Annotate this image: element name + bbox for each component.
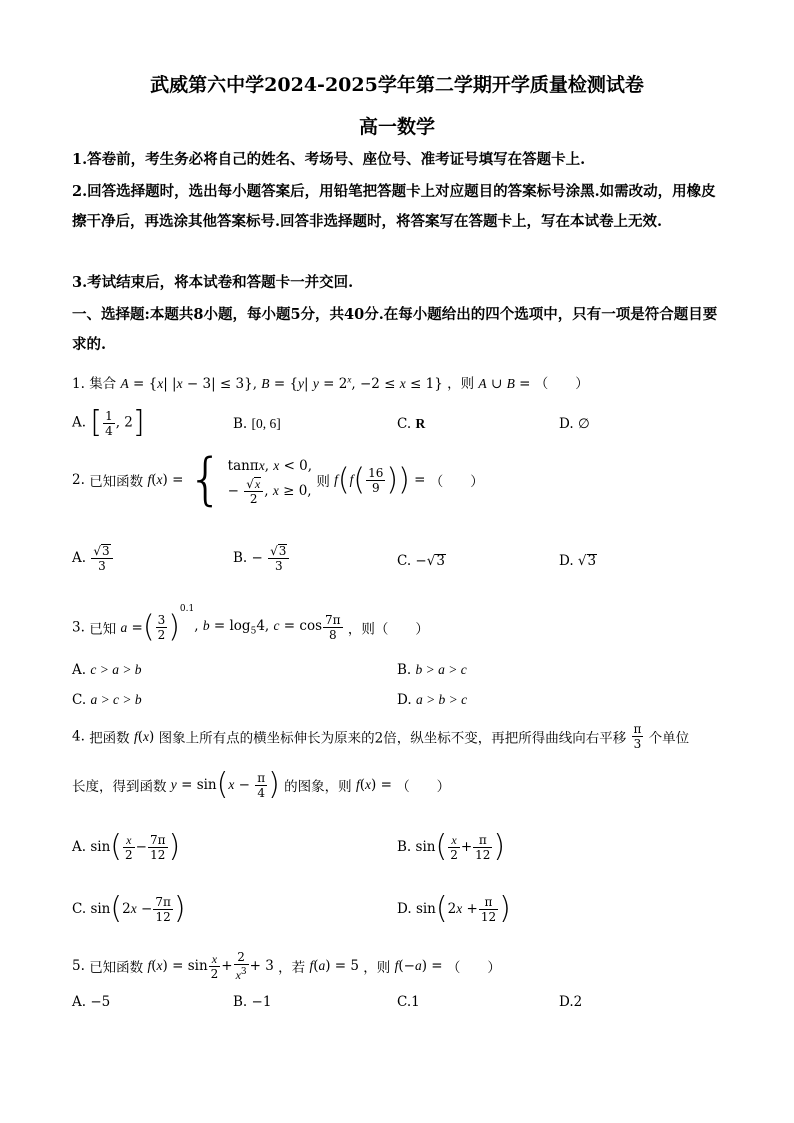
q3-option-b xyxy=(397,662,467,678)
question-text: 个单位 xyxy=(648,730,690,747)
question-4-line-1: 4. 把函数 f(x) 图象上所有点的横坐标伸长为原来的2倍，纵坐标不变，再把所得曲线向右平移 $\frac{\pi}{3}$ 个单位 xyxy=(72,722,690,751)
q3-option-c xyxy=(72,692,142,708)
q2-option-a: A. $\frac{√3}{3}$ xyxy=(72,544,114,573)
option-label: C. xyxy=(397,994,412,1010)
instruction-3: 3.考试结束后，将本试卷和答题卡一并交回. xyxy=(72,274,354,291)
question-text: 的图象，则 xyxy=(284,779,352,795)
q4-option-a: A. sin( $\frac{x}{2}$ − $\frac{7\pi}{12}$ ) xyxy=(72,829,181,864)
q1-option-b xyxy=(233,416,281,432)
question-4-line-2: 长度，得到函数 y = sin(x − $\frac{\pi}{4}$ ) 的图象，则 f(x) = （ ） xyxy=(72,767,451,802)
option-value: a > b > c xyxy=(415,692,468,707)
option-label: C. xyxy=(397,416,412,432)
answer-blank: （ ） xyxy=(446,960,501,976)
option-label: B. xyxy=(397,662,412,678)
instruction-1: 1.答卷前，考生务必将自己的姓名、考场号、座位号、准考证号填写在答题卡上. xyxy=(72,151,586,168)
option-label: A. xyxy=(72,839,87,855)
q1-option-c xyxy=(397,416,425,432)
section-heading: 一、选择题:本题共8小题，每小题5分，共40分.在每小题给出的四个选项中，只有一项是符合题目要求的. xyxy=(72,306,718,353)
answer-blank: （ ） xyxy=(429,474,484,490)
question-3: 3. 已知 a =( $\frac{3}{2}$ )$^{0.1}$, $b = \log_54$, c = cos $\frac{7\pi}{8}$ ，则（ ） xyxy=(72,604,429,645)
option-value: b > a > c xyxy=(415,662,467,677)
answer-blank: （ ） xyxy=(396,779,451,795)
option-value: c > a > b xyxy=(90,662,142,677)
question-text: 长度，得到函数 xyxy=(72,779,167,795)
page-title: 武威第六中学2024-2025学年第二学期开学质量检测试卷 xyxy=(150,74,644,96)
answer-blank: （ ） xyxy=(534,376,589,392)
option-label: B. xyxy=(233,550,248,566)
question-number: 2. xyxy=(72,472,85,488)
question-text: 集合 xyxy=(89,376,117,392)
q4-option-d: D. sin(2x + $\frac{\pi}{12}$ ) xyxy=(397,891,511,926)
q5-option-b xyxy=(233,994,271,1010)
q4-option-c: C. sin(2x − $\frac{7\pi}{12}$ ) xyxy=(72,891,186,926)
option-label: A. xyxy=(72,414,87,431)
option-value: −1 xyxy=(251,994,272,1010)
page-subtitle: 高一数学 xyxy=(358,116,435,138)
q3-option-d xyxy=(397,692,467,708)
question-text: ，则 xyxy=(363,960,391,976)
question-number: 4. xyxy=(72,728,85,745)
question-number: 1. xyxy=(72,376,85,392)
q1-option-a: A. [ $\frac{1}{4}$ , 2] xyxy=(72,405,145,440)
question-text: ，则（ ） xyxy=(347,621,429,638)
q2-option-d: D. √3 xyxy=(559,553,597,569)
question-text: ，则 xyxy=(447,376,475,392)
option-label: A. xyxy=(72,662,87,678)
option-label: D. xyxy=(397,901,412,917)
question-text: 把函数 xyxy=(89,730,130,747)
option-label: A. xyxy=(72,994,87,1010)
instruction-2: 2.回答选择题时，选出每小题答案后，用铅笔把答题卡上对应题目的答案标号涂黑.如需改动，用橡皮擦干净后，再选涂其他答案标号.回答非选择题时，将答案写在答题卡上，写在本试卷上无效. xyxy=(72,183,716,230)
question-number: 3. xyxy=(72,619,85,636)
option-value: R xyxy=(415,416,426,431)
option-label: D. xyxy=(559,416,574,432)
q5-option-d xyxy=(559,994,582,1010)
question-text: 已知函数 xyxy=(89,960,144,976)
q4-option-b: B. sin( $\frac{x}{2}$ + $\frac{\pi}{12}$ ) xyxy=(397,829,506,864)
option-label: B. xyxy=(233,994,248,1010)
option-value: a > c > b xyxy=(90,692,142,707)
option-label: D. xyxy=(397,692,412,708)
option-value: −5 xyxy=(90,994,111,1010)
q3-option-a xyxy=(72,662,142,678)
question-1: 1. 集合 A = {x| |x − 3| ≤ 3}, B = {y| $y = 2^x$, −2 ≤ x ≤ 1} ，则 A ∪ B = （ ） xyxy=(72,374,589,392)
option-label: C. xyxy=(72,692,87,708)
option-value: ∅ xyxy=(577,416,590,431)
q2-option-c: C. −√3 xyxy=(397,553,445,569)
q5-option-a xyxy=(72,994,110,1010)
option-value: [0, 6] xyxy=(251,416,281,431)
question-text: 已知 xyxy=(89,621,117,638)
question-number: 5. xyxy=(72,958,85,974)
q2-option-b: B. − $\frac{√3}{3}$ xyxy=(233,544,290,573)
question-text: 则 xyxy=(316,474,330,490)
option-value: 1 xyxy=(411,994,420,1010)
option-label: B. xyxy=(397,839,412,855)
option-label: D. xyxy=(559,553,574,569)
option-label: A. xyxy=(72,550,87,566)
question-text: ，若 xyxy=(278,960,306,976)
option-label: C. xyxy=(72,901,87,917)
option-label: C. xyxy=(397,553,412,569)
question-text: 已知函数 xyxy=(89,474,144,490)
option-label: B. xyxy=(233,416,248,432)
q1-option-d xyxy=(559,416,590,432)
option-label: D. xyxy=(559,994,574,1010)
q5-option-c xyxy=(397,994,420,1010)
question-text: 图象上所有点的横坐标伸长为原来的2倍，纵坐标不变，再把所得曲线向右平移 xyxy=(158,730,627,747)
question-2: 2. 已知函数 f(x) = { tanπx, x < 0, − $\frac{√x}{2}$ , x ≥ 0, 则 f(f( $\frac{16}{9}$ )) = （ ） xyxy=(72,447,484,512)
question-5: 5. 已知函数 f(x) = sin $\frac{x}{2}$ + $\frac{2}{x^3}$ + 3 ，若 f(a) = 5 ，则 f(−a) = （ ） xyxy=(72,950,501,982)
option-value: 2 xyxy=(573,994,583,1010)
